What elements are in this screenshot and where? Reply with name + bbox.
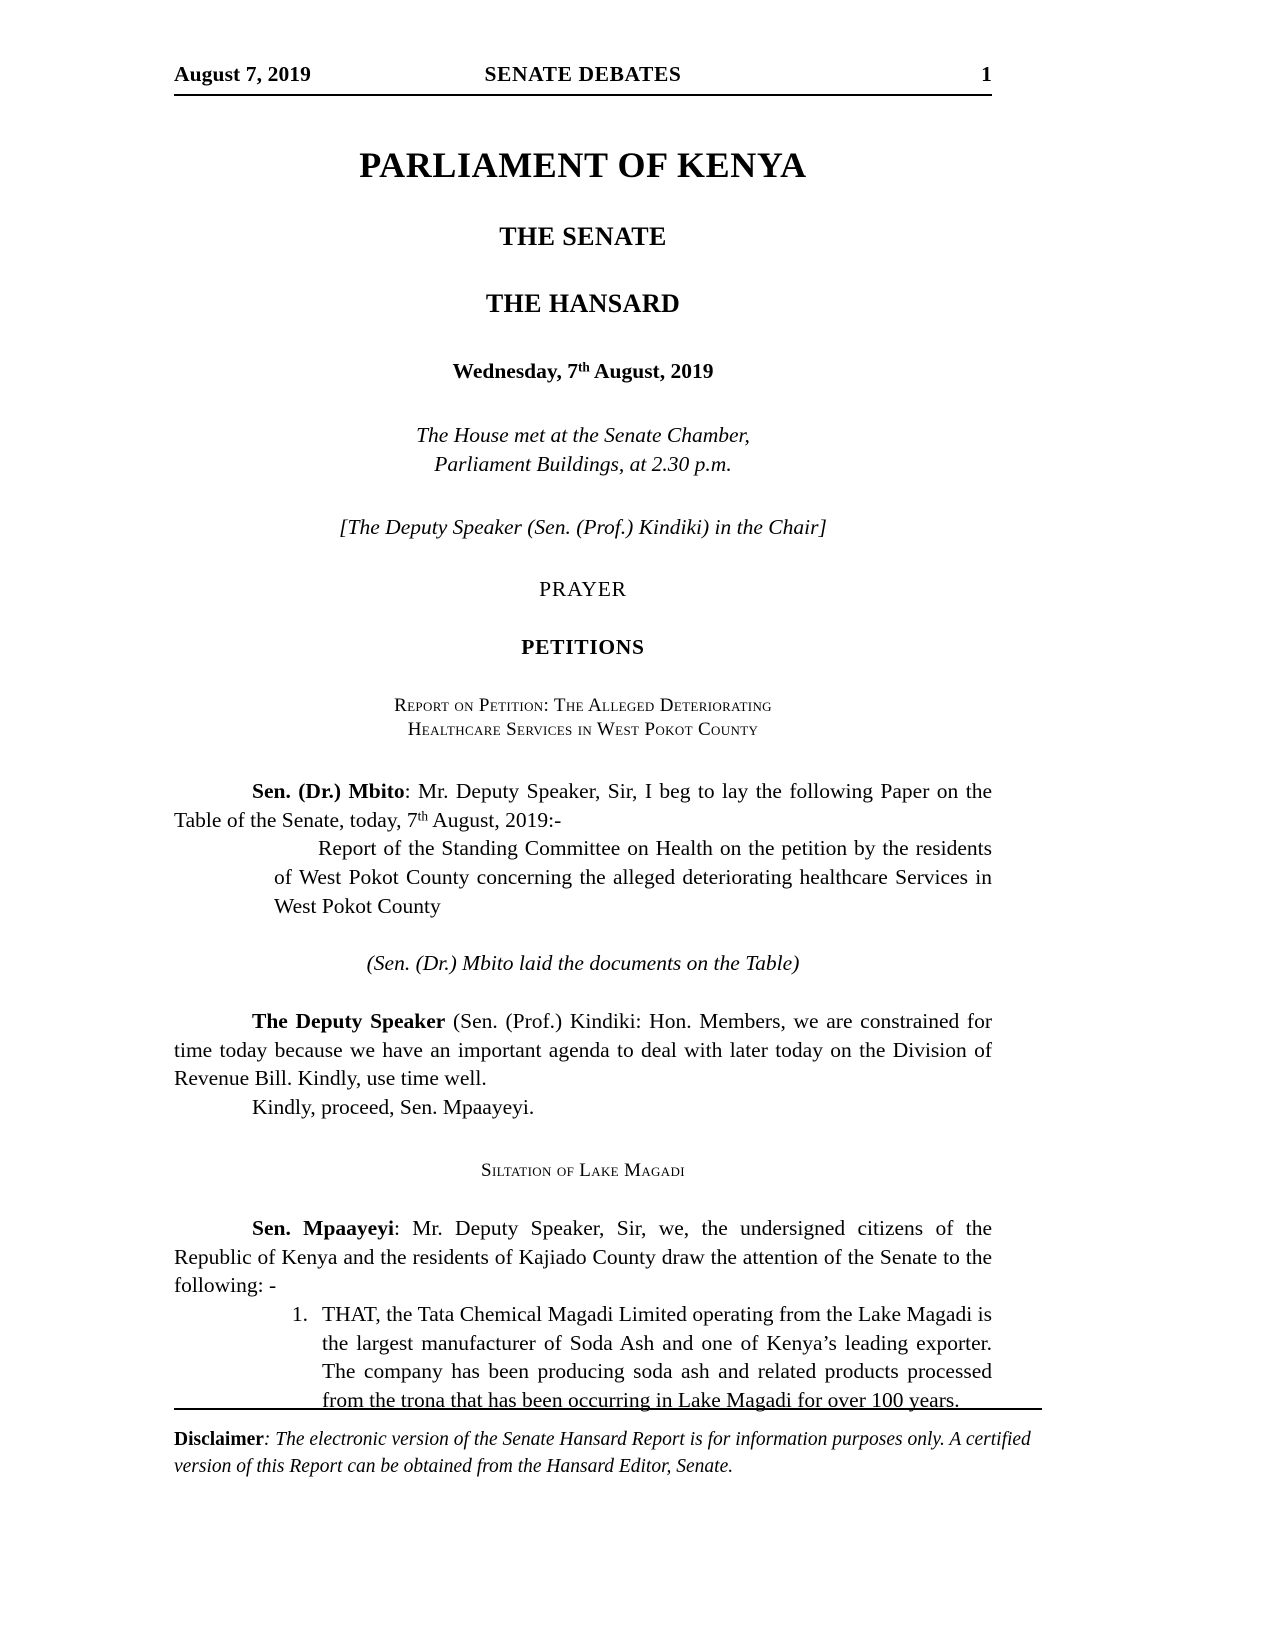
speech-deputy-speaker-text: (Sen. (Prof.) Kindiki: Hon. Members, we are constrained for time today because we have an important agenda to deal with later today on the Division of Revenue Bill. Kindly, use time well. [174,1009,993,1091]
laid-documents-note: (Sen. (Dr.) Mbito laid the documents on the Table) [366,951,800,976]
chamber-title: THE SENATE [499,222,667,251]
petition-subheading [174,694,992,743]
magadi-subheading: Siltation of Lake Magadi [481,1159,685,1181]
header-title: SENATE DEBATES [484,62,682,86]
house-met-note [174,421,992,478]
speech-mbito [174,777,992,834]
disclaimer [174,1427,1042,1480]
speaker-name-mpaayeyi: Sen. Mpaayeyi [252,1216,394,1241]
speaker-name-mbito: Sen. (Dr.) Mbito [252,779,405,804]
speech-mpaayeyi-text: : Mr. Deputy Speaker, Sir, we, the undersigned citizens of the Republic of Kenya and the residents of Kajiado County draw the attention of the Senate to the following: - [174,1216,992,1298]
chair-note: [The Deputy Speaker (Sen. (Prof.) Kindiki) in the Chair] [339,515,827,540]
header-date: August 7, 2019 [174,62,311,86]
running-header [174,62,992,96]
speech-mbito-text-a: : Mr. Deputy Speaker, Sir, I beg to lay the following Paper on the Table of the Senate, today, 7 [174,779,992,832]
disclaimer-text: : The electronic version of the Senate Hansard Report is for information purposes only. A certified version of this Report can be obtained from the Hansard Editor, Senate. [174,1429,1031,1477]
speaker-name-deputy-speaker: The Deputy Speaker [252,1009,446,1034]
disclaimer-label: Disclaimer [174,1429,264,1450]
speech-mbito-text-b: August, 2019:- [428,807,562,832]
list-item-text: THAT, the Tata Chemical Magadi Limited operating from the Lake Magadi is the largest manufacturer of Soda Ash and one of Kenya’s leading exporter. The company has been producing soda ash and related products processed from the trona that has been occurring in Lake Magadi for over 100 years. [322,1301,992,1412]
petitions-heading: PETITIONS [521,634,645,659]
page-footer [174,1408,1042,1480]
sitting-date-ordinal: th [577,359,590,375]
list-item [174,1300,992,1414]
list-item-number: 1. [291,1301,308,1326]
petition-subheading-line-1: Report on Petition: The Alleged Deteriorating [394,694,772,716]
house-met-line-2: Parliament Buildings, at 2.30 p.m. [434,451,732,476]
publication-title: THE HANSARD [485,289,681,318]
speech-deputy-speaker-followup: Kindly, proceed, Sen. Mpaayeyi. [252,1094,535,1119]
petition-subheading-line-2: Healthcare Services in West Pokot County [407,719,759,741]
speech-mpaayeyi [174,1214,992,1300]
speech-deputy-speaker [174,1007,992,1093]
sitting-date [174,359,992,384]
page-number: 1 [981,62,992,86]
sitting-date-suffix: August, 2019 [589,359,714,383]
house-met-line-1: The House met at the Senate Chamber, [416,423,750,447]
speech-mbito-ordinal: th [417,808,429,824]
prayer-heading: PRAYER [539,576,627,601]
footer-divider [174,1408,1042,1410]
tabled-paper-text: Report of the Standing Committee on Health on the petition by the residents of West Pokot County concerning the alleged deteriorating healthcare Services in West Pokot County [274,836,992,918]
sitting-date-prefix: Wednesday, 7 [452,359,578,383]
petition-points-list [174,1300,992,1414]
parliament-title: PARLIAMENT OF KENYA [359,145,807,185]
